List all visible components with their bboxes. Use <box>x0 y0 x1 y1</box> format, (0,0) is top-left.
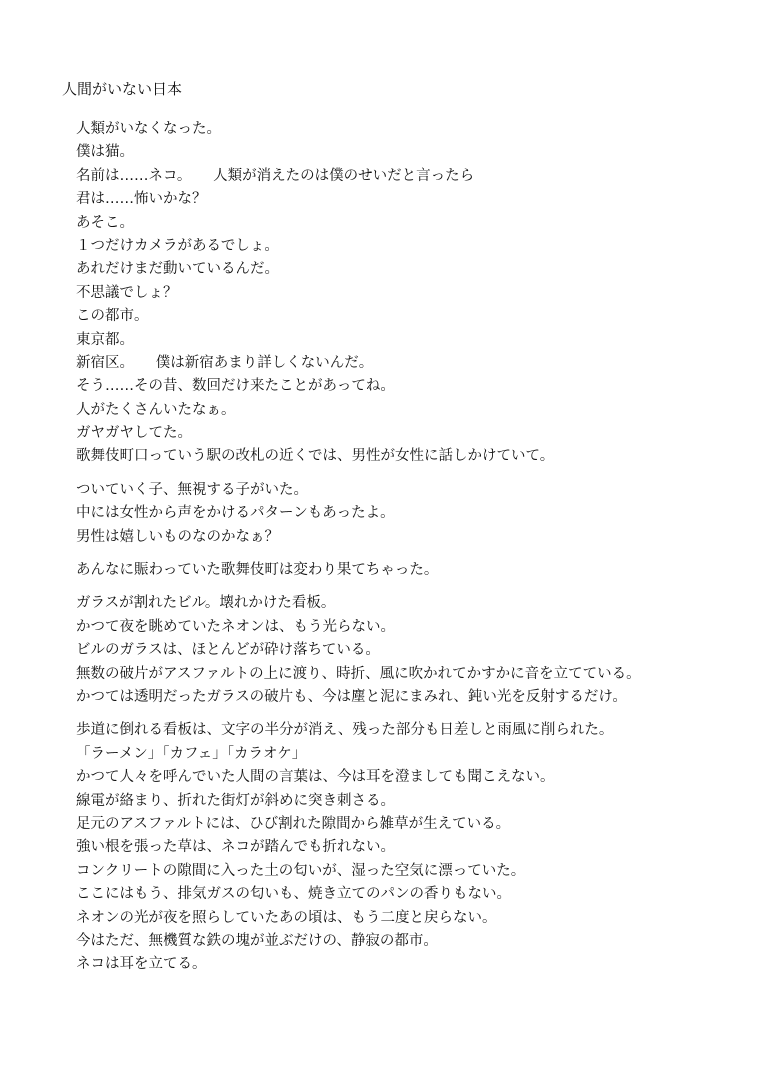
paragraph <box>76 479 736 549</box>
text-line: ネオンの光が夜を照らしていたあの頃は、もう二度と戻らない。 <box>76 909 497 926</box>
text-line: 新宿区。 僕は新宿あまり詳しくないんだ。 <box>76 354 374 371</box>
text-line: 今はただ、無機質な鉄の塊が並ぶだけの、静寂の都市。 <box>76 932 438 949</box>
text-line: 「ラーメン」「カフェ」「カラオケ」 <box>76 745 307 762</box>
text-line: 僕は猫。 <box>76 144 134 161</box>
text-line: かつて夜を眺めていたネオンは、もう光らない。 <box>76 618 395 635</box>
text-line: あれだけまだ動いているんだ。 <box>76 261 279 278</box>
text-line: 東京都。 <box>76 331 134 348</box>
text-line: 歌舞伎町口っていう駅の改札の近くでは、男性が女性に話しかけていて。 <box>76 448 555 465</box>
text-line: 中には女性から声をかけるパターンもあったよ。 <box>76 505 395 522</box>
text-line: この都市。 <box>76 308 149 325</box>
text-line: ネコは耳を立てる。 <box>76 956 207 973</box>
text-line: 歩道に倒れる看板は、文字の半分が消え、残った部分も日差しと雨風に削られた。 <box>76 722 614 739</box>
paragraph <box>76 118 736 469</box>
text-line: ここにはもう、排気ガスの匂いも、焼き立てのパンの香りもない。 <box>76 886 511 903</box>
paragraph <box>76 592 736 709</box>
text-line: あそこ。 <box>76 214 134 231</box>
text-line: ビルのガラスは、ほとんどが砕け落ちている。 <box>76 642 380 659</box>
text-line: ついていく子、無視する子がいた。 <box>76 481 308 498</box>
paragraph <box>76 719 736 976</box>
text-line: かつて人々を呼んでいた人間の言葉は、今は耳を澄ましても聞こえない。 <box>76 769 555 786</box>
paragraph <box>76 559 736 582</box>
text-line: 足元のアスファルトには、ひび割れた隙間から雑草が生えている。 <box>76 815 511 832</box>
text-line: 人がたくさんいたなぁ。 <box>76 401 236 418</box>
text-line: ガラスが割れたビル。壊れかけた看板。 <box>76 595 336 612</box>
text-line: 人類がいなくなった。 <box>76 121 221 137</box>
text-line: 君は……怖いかな？ <box>76 191 207 208</box>
text-line: 線電が絡まり、折れた街灯が斜めに突き刺さる。 <box>76 792 395 809</box>
document-body <box>76 118 736 977</box>
text-line: 名前は……ネコ。 人類が消えたのは僕のせいだと言ったら <box>76 167 475 184</box>
text-line: あんなに賑わっていた歌舞伎町は変わり果てちゃった。 <box>76 562 439 579</box>
document-title: 人間がいない日本 <box>62 80 183 98</box>
text-line: １つだけカメラがあるでしょ。 <box>76 237 279 254</box>
text-line: コンクリートの隙間に入った土の匂いが、湿った空気に漂っていた。 <box>76 862 526 879</box>
text-line: 男性は嬉しいものなのかなぁ？ <box>76 528 279 545</box>
text-line: ガヤガヤしてた。 <box>76 425 192 442</box>
text-line: 不思議でしょ？ <box>76 284 178 301</box>
text-line: かつては透明だったガラスの破片も、今は塵と泥にまみれ、鈍い光を反射するだけ。 <box>76 688 627 705</box>
text-line: 無数の破片がアスファルトの上に渡り、時折、風に吹かれてかすかに音を立てている。 <box>76 665 641 682</box>
text-line: そう……その昔、数回だけ来たことがあってね。 <box>76 378 395 395</box>
text-line: 強い根を張った草は、ネコが踏んでも折れない。 <box>76 839 395 856</box>
